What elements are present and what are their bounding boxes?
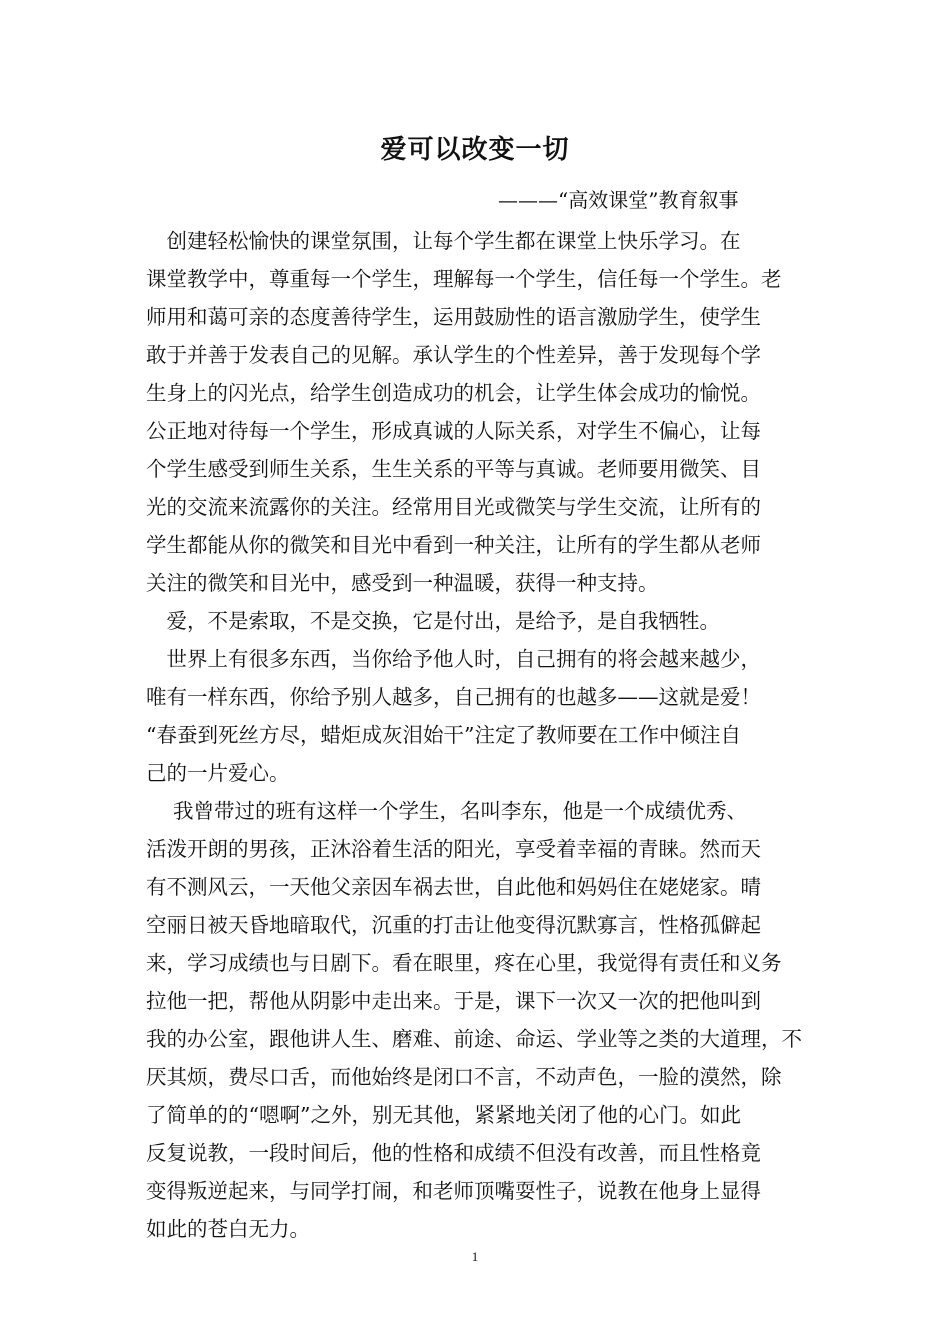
text-line: 我曾带过的班有这样一个学生，名叫李东，他是一个成绩优秀、 xyxy=(146,799,748,823)
text-line: 己的一片爱心。 xyxy=(146,761,290,785)
text-line: 了简单的的“嗯啊”之外，别无其他，紧紧地关闭了他的心门。如此 xyxy=(146,1103,741,1127)
text-line: 来，学习成绩也与日剧下。看在眼里，疼在心里，我觉得有责任和义务 xyxy=(146,951,782,975)
text-line: 创建轻松愉快的课堂氛围，让每个学生都在课堂上快乐学习。在 xyxy=(146,229,741,253)
text-line: “春蚕到死丝方尽，蜡炬成灰泪始干”注定了教师要在工作中倾注自 xyxy=(146,723,741,747)
text-line: 敢于并善于发表自己的见解。承认学生的个性差异，善于发现每个学 xyxy=(146,343,761,367)
body-text xyxy=(146,222,812,1248)
text-line: 爱，不是索取，不是交换，它是付出，是给予，是自我牺牲。 xyxy=(146,609,720,633)
text-line: 生身上的闪光点，给学生创造成功的机会，让学生体会成功的愉悦。 xyxy=(146,381,761,405)
text-line: 世界上有很多东西，当你给予他人时，自己拥有的将会越来越少， xyxy=(146,647,761,671)
text-line: 有不测风云，一天他父亲因车祸去世，自此他和妈妈住在姥姥家。晴 xyxy=(146,875,761,899)
text-line: 关注的微笑和目光中，感受到一种温暖，获得一种支持。 xyxy=(146,571,659,595)
text-line: 公正地对待每一个学生，形成真诚的人际关系，对学生不偏心，让每 xyxy=(146,419,761,443)
page-subtitle: ———“高效课堂”教育叙事 xyxy=(498,188,739,212)
text-line: 个学生感受到师生关系，生生关系的平等与真诚。老师要用微笑、目 xyxy=(146,457,761,481)
text-line: 拉他一把，帮他从阴影中走出来。于是，课下一次又一次的把他叫到 xyxy=(146,989,761,1013)
text-line: 课堂教学中，尊重每一个学生，理解每一个学生，信任每一个学生。老 xyxy=(146,267,782,291)
text-line: 我的办公室，跟他讲人生、磨难、前途、命运、学业等之类的大道理，不 xyxy=(146,1027,802,1051)
text-line: 活泼开朗的男孩，正沐浴着生活的阳光，享受着幸福的青睐。然而天 xyxy=(146,837,761,861)
page-title: 爱可以改变一切 xyxy=(380,135,570,165)
page-number: 1 xyxy=(471,1249,479,1264)
text-line: 学生都能从你的微笑和目光中看到一种关注，让所有的学生都从老师 xyxy=(146,533,761,557)
text-line: 空丽日被天昏地暗取代，沉重的打击让他变得沉默寡言，性格孤僻起 xyxy=(146,913,761,937)
text-line: 如此的苍白无力。 xyxy=(146,1217,310,1241)
text-line: 师用和蔼可亲的态度善待学生，运用鼓励性的语言激励学生，使学生 xyxy=(146,305,761,329)
text-line: 反复说教，一段时间后，他的性格和成绩不但没有改善，而且性格竟 xyxy=(146,1141,761,1165)
text-line: 唯有一样东西，你给予别人越多，自己拥有的也越多——这就是爱！ xyxy=(146,685,761,709)
text-line: 光的交流来流露你的关注。经常用目光或微笑与学生交流，让所有的 xyxy=(146,495,761,519)
text-line: 厌其烦，费尽口舌，而他始终是闭口不言，不动声色，一脸的漠然，除 xyxy=(146,1065,782,1089)
text-line: 变得叛逆起来，与同学打闹，和老师顶嘴耍性子，说教在他身上显得 xyxy=(146,1179,761,1203)
